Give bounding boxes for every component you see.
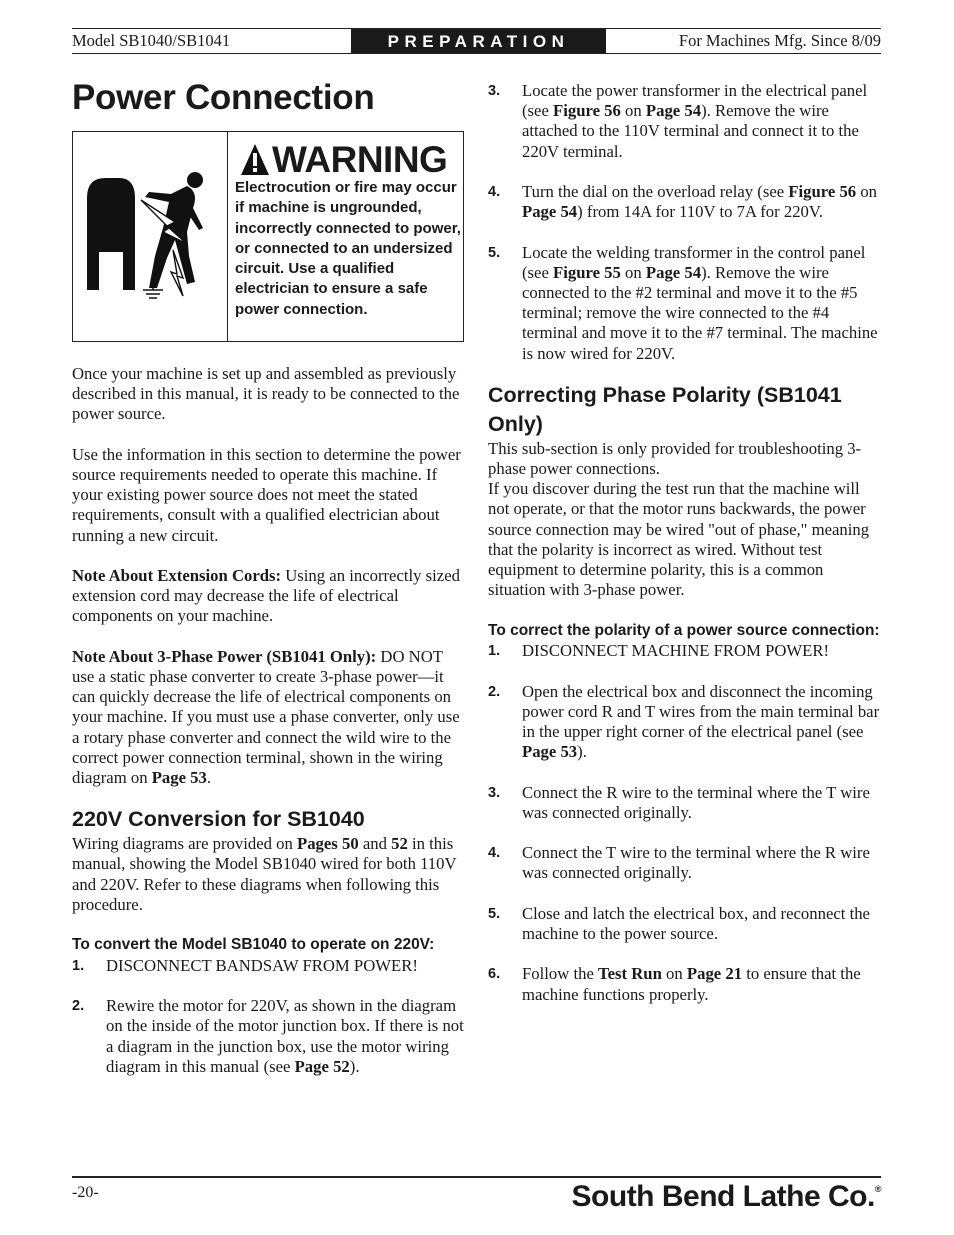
polarity-step-6-on: on xyxy=(661,964,687,984)
intro-paragraph-2: Use the information in this section to determine the power source requirements needed to operate this machine. If your existing power source does not meet the stated requirements, consult with a qualified electrician about running a new circuit. xyxy=(72,444,461,545)
polarity-step-4 xyxy=(488,843,884,883)
step-number: 3. xyxy=(488,83,501,99)
step-number: 5. xyxy=(488,905,501,922)
conversion-page-ref-1: Pages 50 xyxy=(297,834,359,854)
header-rule-bottom xyxy=(72,53,881,54)
step-4-text-b: ) from 14A for 110V to 7A for 220V. xyxy=(577,202,823,222)
three-phase-text: DO NOT use a static phase converter to create 3-phase power—it can quickly decrease the life of electrical components on your machine. If you must use a phase converter, only use a rotary phase converter and connect the wild wire to the correct power connection terminal, shown in the wiring diagram on xyxy=(72,646,460,788)
polarity-step-6 xyxy=(488,964,884,1004)
conversion-text-2: and xyxy=(358,834,392,854)
warning-divider xyxy=(227,132,228,341)
extension-cord-note xyxy=(72,566,467,627)
step-number: 4. xyxy=(488,845,501,862)
step-4-text-a: Turn the dial on the overload relay (see xyxy=(522,182,789,201)
step-4-on: on xyxy=(856,182,877,201)
step-5-text-b: ). Remove the wire connected to the #2 terminal and move it to the #5 terminal; remove the wire connected to the #4 terminal and move it to the #7 terminal. The machine is now wired for 220V. xyxy=(522,262,878,363)
three-phase-note xyxy=(72,647,467,788)
step-3-text-a: Locate the power transformer in the electrical panel (see xyxy=(522,81,868,121)
step-number: 1. xyxy=(72,957,85,974)
polarity-step-6-text-b: to ensure that the machine functions properly. xyxy=(522,964,861,1004)
step-text xyxy=(522,243,884,364)
page-header xyxy=(72,26,881,56)
section-banner: PREPARATION xyxy=(351,29,606,54)
step-3-page-ref: Page 54 xyxy=(645,101,702,121)
step-4-page-ref: Page 54 xyxy=(522,202,578,222)
step-number: 2. xyxy=(488,683,501,700)
step-text: Close and latch the electrical box, and reconnect the machine to the power source. xyxy=(522,903,870,943)
step-number: 6. xyxy=(488,966,501,983)
step-text: DISCONNECT BANDSAW FROM POWER! xyxy=(106,955,418,975)
step-text xyxy=(522,682,884,763)
intro-paragraph-1: Once your machine is set up and assembled as previously described in this manual, it is ready to be connected to the power source. xyxy=(72,364,460,424)
brand-logo xyxy=(572,1180,881,1214)
polarity-step-2 xyxy=(488,682,884,763)
step-3-figure-ref: Figure 56 xyxy=(553,101,621,121)
conversion-heading: 220V Conversion for SB1040 xyxy=(72,807,365,832)
warning-triangle-icon xyxy=(240,143,270,177)
step-2-text-a: Rewire the motor for 220V, as shown in the diagram on the inside of the motor junction box. If there is not a diagram in the junction box, use the motor wiring diagram in this manual (see xyxy=(106,996,464,1076)
page-number: -20- xyxy=(72,1184,99,1201)
step-text xyxy=(522,964,884,1004)
right-column xyxy=(488,81,884,1005)
step-text xyxy=(522,81,884,162)
conversion-step-1 xyxy=(72,956,467,976)
step-text xyxy=(522,182,884,222)
step-3-on: on xyxy=(620,101,646,121)
warning-heading xyxy=(240,138,447,182)
brand-name: South Bend Lathe Co. xyxy=(571,1180,875,1213)
conversion-step-3 xyxy=(488,81,884,162)
polarity-step-3 xyxy=(488,783,884,823)
step-3-text-b: ). Remove the wire attached to the 110V terminal and connect it to the 220V terminal. xyxy=(522,101,859,161)
test-run-ref: Test Run xyxy=(598,964,662,984)
left-column xyxy=(72,364,467,1077)
polarity-procedure-heading: To correct the polarity of a power source connection: xyxy=(488,621,880,639)
conversion-page-ref-2: 52 xyxy=(391,834,408,854)
polarity-step-2-text-b: ). xyxy=(577,742,587,762)
step-5-on: on xyxy=(620,262,646,282)
step-number: 5. xyxy=(488,244,501,261)
conversion-procedure-heading: To convert the Model SB1040 to operate on 220V: xyxy=(72,936,435,954)
polarity-step-5 xyxy=(488,904,884,944)
step-5-page-ref: Page 54 xyxy=(645,262,702,282)
three-phase-page-ref: Page 53 xyxy=(151,768,207,788)
conversion-step-5 xyxy=(488,243,884,364)
polarity-paragraph-2: If you discover during the test run that the machine will not operate, or that the motor runs backwards, the power source connection may be wired "out of phase," meaning that the polarity is incorrect as wired. Without test equipment to determine polarity, this is a common situation with 3-phase power. xyxy=(488,479,870,600)
footer-rule xyxy=(72,1176,881,1178)
step-text: DISCONNECT MACHINE FROM POWER! xyxy=(522,641,830,661)
polarity-step-1 xyxy=(488,641,884,661)
step-4-figure-ref: Figure 56 xyxy=(788,182,857,201)
step-number: 1. xyxy=(488,643,501,660)
three-phase-end: . xyxy=(206,768,212,788)
step-2-page-ref: Page 52 xyxy=(294,1056,350,1076)
three-phase-label: Note About 3-Phase Power (SB1041 Only): xyxy=(72,646,377,666)
conversion-text-3: in this manual, showing the Model SB1040 wired for both 110V and 220V. Refer to these diagrams when following this procedure. xyxy=(72,834,457,914)
manufacture-date: For Machines Mfg. Since 8/09 xyxy=(678,31,881,50)
polarity-step-2-page-ref: Page 53 xyxy=(522,742,578,762)
model-number: Model SB1040/SB1041 xyxy=(72,31,231,50)
conversion-paragraph xyxy=(72,834,467,915)
conversion-step-2 xyxy=(72,996,467,1077)
registered-mark: ® xyxy=(874,1184,881,1194)
step-text: Connect the T wire to the terminal where the R wire was connected originally. xyxy=(522,843,870,883)
polarity-step-6-text-a: Follow the xyxy=(522,964,599,984)
step-2-text-b: ). xyxy=(349,1056,360,1076)
polarity-paragraph-1: This sub-section is only provided for troubleshooting 3-phase power connections. xyxy=(488,438,862,479)
step-text: Connect the R wire to the terminal where the T wire was connected originally. xyxy=(522,782,870,822)
step-text xyxy=(106,996,467,1077)
conversion-text-1: Wiring diagrams are provided on xyxy=(72,834,298,854)
step-number: 4. xyxy=(488,184,501,200)
electrocution-icon xyxy=(83,170,213,300)
extension-cord-label: Note About Extension Cords: xyxy=(72,566,282,585)
step-5-text-a: Locate the welding transformer in the control panel (see xyxy=(522,242,866,282)
polarity-step-2-text-a: Open the electrical box and disconnect the incoming power cord R and T wires from the main terminal bar in the upper right corner of the electrical panel (see xyxy=(522,681,880,741)
warning-text: Electrocution or fire may occur if machine is ungrounded, incorrectly connected to power, or connected to an undersized circuit. Use a qualified electrician to ensure a safe power connection. xyxy=(235,179,461,318)
step-number: 3. xyxy=(488,784,501,801)
conversion-step-4 xyxy=(488,182,884,222)
extension-cord-text: Using an incorrectly sized extension cord may decrease the life of electrical components on your machine. xyxy=(72,566,460,626)
warning-box xyxy=(72,131,464,342)
step-number: 2. xyxy=(72,998,85,1015)
page-title: Power Connection xyxy=(72,78,375,117)
polarity-step-6-page-ref: Page 21 xyxy=(686,964,743,984)
warning-word: WARNING xyxy=(272,139,448,180)
step-5-figure-ref: Figure 55 xyxy=(553,262,621,282)
polarity-heading: Correcting Phase Polarity (SB1041 Only) xyxy=(488,382,842,436)
page-footer xyxy=(72,1176,881,1226)
